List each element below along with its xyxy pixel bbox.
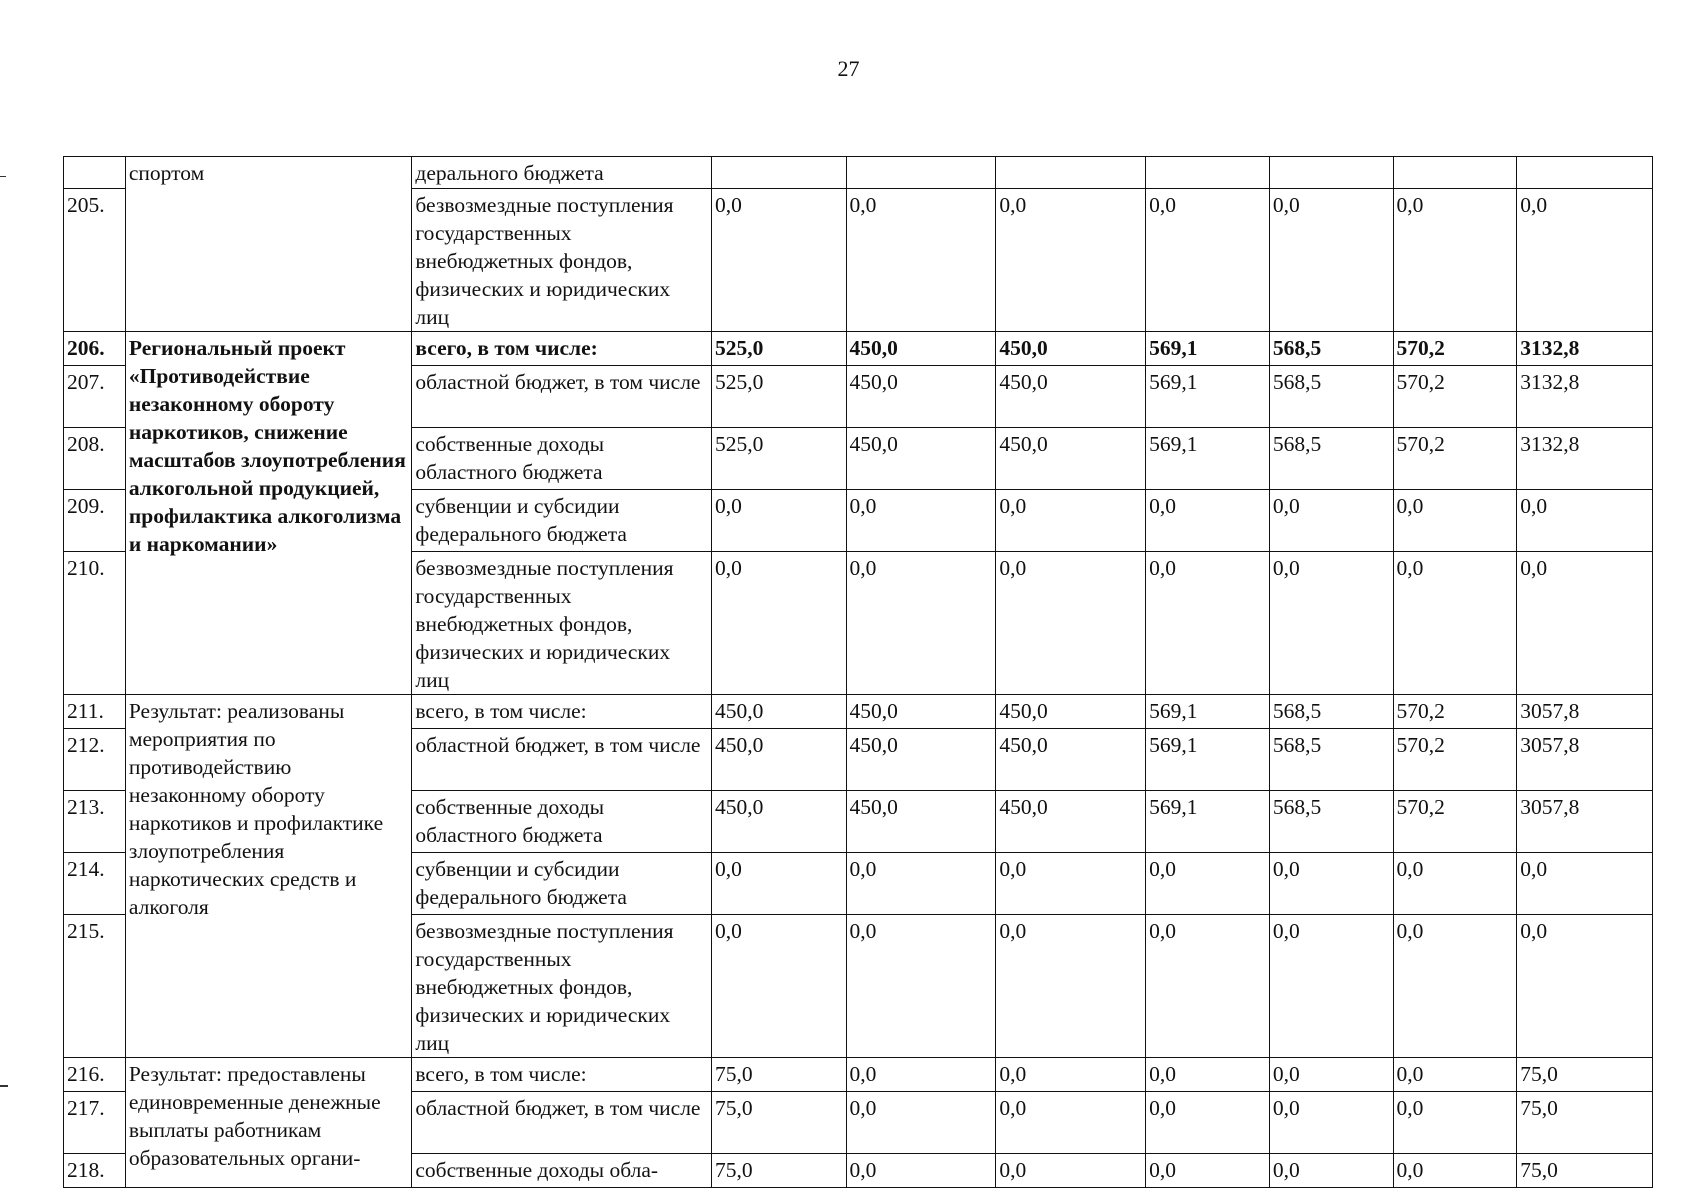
value-cell: 450,0 <box>711 791 846 853</box>
value-cell: 450,0 <box>846 428 996 490</box>
value-cell: 570,2 <box>1393 791 1517 853</box>
value-cell: 0,0 <box>846 189 996 332</box>
value-cell <box>996 157 1146 189</box>
value-cell: 450,0 <box>711 695 846 729</box>
value-cell: 0,0 <box>1393 189 1517 332</box>
value-cell: 0,0 <box>1517 189 1653 332</box>
value-cell: 3132,8 <box>1517 366 1653 428</box>
funding-source-cell: собственные доходы областного бюджета <box>412 791 712 853</box>
row-number <box>64 157 126 189</box>
value-cell: 75,0 <box>711 1058 846 1092</box>
value-cell: 0,0 <box>1517 915 1653 1058</box>
value-cell: 0,0 <box>1269 189 1393 332</box>
value-cell: 0,0 <box>1393 490 1517 552</box>
value-cell: 450,0 <box>846 729 996 791</box>
value-cell: 75,0 <box>1517 1092 1653 1154</box>
value-cell: 0,0 <box>996 490 1146 552</box>
value-cell <box>1146 157 1270 189</box>
value-cell: 450,0 <box>846 695 996 729</box>
value-cell: 0,0 <box>996 915 1146 1058</box>
table-row <box>64 157 1653 189</box>
value-cell: 0,0 <box>1517 853 1653 915</box>
value-cell: 0,0 <box>846 853 996 915</box>
value-cell <box>1269 157 1393 189</box>
value-cell: 75,0 <box>711 1154 846 1188</box>
funding-source-cell: субвенции и субсидии федерального бюджета <box>412 490 712 552</box>
row-number: 205. <box>64 189 126 332</box>
row-number: 215. <box>64 915 126 1058</box>
category-cell: Результат: реализованы мероприятия по противодействию незаконному обороту наркотиков и профилактике злоупотребления наркотических средств и алкоголя <box>125 695 412 1058</box>
funding-source-cell: собственные доходы областного бюджета <box>412 428 712 490</box>
value-cell: 450,0 <box>996 791 1146 853</box>
value-cell: 570,2 <box>1393 729 1517 791</box>
value-cell: 450,0 <box>846 791 996 853</box>
value-cell: 0,0 <box>1269 1058 1393 1092</box>
value-cell: 570,2 <box>1393 366 1517 428</box>
funding-source-cell: безвозмездные поступления государственных внебюджетных фондов, физических и юридических лиц <box>412 915 712 1058</box>
value-cell: 569,1 <box>1146 428 1270 490</box>
row-number: 211. <box>64 695 126 729</box>
value-cell <box>1393 157 1517 189</box>
funding-source-cell: собственные доходы обла- <box>412 1154 712 1188</box>
value-cell: 450,0 <box>996 332 1146 366</box>
value-cell: 3057,8 <box>1517 695 1653 729</box>
value-cell: 0,0 <box>1269 1092 1393 1154</box>
value-cell: 0,0 <box>1269 853 1393 915</box>
value-cell: 75,0 <box>1517 1058 1653 1092</box>
value-cell: 569,1 <box>1146 332 1270 366</box>
row-number: 213. <box>64 791 126 853</box>
value-cell: 0,0 <box>711 853 846 915</box>
value-cell: 450,0 <box>996 428 1146 490</box>
value-cell: 568,5 <box>1269 428 1393 490</box>
value-cell: 0,0 <box>711 552 846 695</box>
value-cell: 0,0 <box>1393 1154 1517 1188</box>
value-cell: 0,0 <box>711 189 846 332</box>
value-cell: 450,0 <box>846 332 996 366</box>
value-cell: 450,0 <box>996 695 1146 729</box>
value-cell: 568,5 <box>1269 366 1393 428</box>
funding-source-cell: безвозмездные поступления государственных внебюджетных фондов, физических и юридических лиц <box>412 552 712 695</box>
value-cell: 525,0 <box>711 428 846 490</box>
value-cell: 450,0 <box>711 729 846 791</box>
value-cell: 0,0 <box>996 853 1146 915</box>
value-cell: 568,5 <box>1269 729 1393 791</box>
value-cell: 0,0 <box>1393 552 1517 695</box>
value-cell: 3132,8 <box>1517 428 1653 490</box>
funding-source-cell: всего, в том числе: <box>412 1058 712 1092</box>
value-cell: 570,2 <box>1393 428 1517 490</box>
value-cell: 0,0 <box>846 552 996 695</box>
value-cell: 569,1 <box>1146 729 1270 791</box>
value-cell: 570,2 <box>1393 332 1517 366</box>
funding-source-cell: всего, в том числе: <box>412 332 712 366</box>
value-cell: 0,0 <box>1146 189 1270 332</box>
funding-source-cell: дерального бюджета <box>412 157 712 189</box>
value-cell: 0,0 <box>1146 1154 1270 1188</box>
category-cell: Региональный проект «Противодействие незаконному обороту наркотиков, снижение масштабов злоупотребления алкогольной продукцией, профилактика алкоголизма и наркомании» <box>125 332 412 695</box>
value-cell: 0,0 <box>1269 552 1393 695</box>
value-cell: 0,0 <box>996 189 1146 332</box>
funding-source-cell: субвенции и субсидии федерального бюджета <box>412 853 712 915</box>
value-cell: 0,0 <box>711 490 846 552</box>
page-number: 27 <box>837 56 860 81</box>
budget-table <box>63 156 1653 1188</box>
value-cell: 0,0 <box>1269 915 1393 1058</box>
value-cell: 569,1 <box>1146 366 1270 428</box>
category-cell: спортом <box>125 157 412 332</box>
scan-mark <box>0 176 6 177</box>
value-cell: 0,0 <box>1146 915 1270 1058</box>
value-cell: 569,1 <box>1146 695 1270 729</box>
value-cell: 0,0 <box>996 1092 1146 1154</box>
value-cell <box>1517 157 1653 189</box>
row-number: 214. <box>64 853 126 915</box>
row-number: 209. <box>64 490 126 552</box>
value-cell: 569,1 <box>1146 791 1270 853</box>
table-row <box>64 695 1653 729</box>
value-cell: 0,0 <box>1269 1154 1393 1188</box>
row-number: 217. <box>64 1092 126 1154</box>
value-cell: 0,0 <box>996 1058 1146 1092</box>
value-cell: 0,0 <box>1517 490 1653 552</box>
value-cell: 0,0 <box>846 1092 996 1154</box>
value-cell: 0,0 <box>1393 1092 1517 1154</box>
value-cell: 0,0 <box>846 1154 996 1188</box>
row-number: 210. <box>64 552 126 695</box>
row-number: 212. <box>64 729 126 791</box>
value-cell: 0,0 <box>1146 490 1270 552</box>
value-cell: 75,0 <box>1517 1154 1653 1188</box>
funding-source-cell: областной бюджет, в том числе <box>412 729 712 791</box>
value-cell: 525,0 <box>711 332 846 366</box>
value-cell: 450,0 <box>846 366 996 428</box>
category-cell: Результат: предоставлены единовременные денежные выплаты работникам образовательных органи- <box>125 1058 412 1188</box>
value-cell: 0,0 <box>996 1154 1146 1188</box>
value-cell: 450,0 <box>996 729 1146 791</box>
value-cell: 0,0 <box>1393 853 1517 915</box>
value-cell: 0,0 <box>1146 1092 1270 1154</box>
scan-mark <box>0 1085 8 1087</box>
value-cell: 0,0 <box>846 1058 996 1092</box>
funding-source-cell: областной бюджет, в том числе <box>412 1092 712 1154</box>
value-cell: 525,0 <box>711 366 846 428</box>
table-row <box>64 1058 1653 1092</box>
value-cell: 0,0 <box>1517 552 1653 695</box>
funding-source-cell: всего, в том числе: <box>412 695 712 729</box>
value-cell: 568,5 <box>1269 695 1393 729</box>
value-cell: 0,0 <box>1146 552 1270 695</box>
value-cell: 75,0 <box>711 1092 846 1154</box>
row-number: 208. <box>64 428 126 490</box>
value-cell: 0,0 <box>846 490 996 552</box>
value-cell: 0,0 <box>711 915 846 1058</box>
value-cell: 0,0 <box>1269 490 1393 552</box>
row-number: 206. <box>64 332 126 366</box>
value-cell <box>711 157 846 189</box>
value-cell: 450,0 <box>996 366 1146 428</box>
row-number: 218. <box>64 1154 126 1188</box>
value-cell: 0,0 <box>1393 915 1517 1058</box>
value-cell: 568,5 <box>1269 791 1393 853</box>
value-cell: 0,0 <box>1393 1058 1517 1092</box>
funding-source-cell: безвозмездные поступления государственных внебюджетных фондов, физических и юридических лиц <box>412 189 712 332</box>
value-cell: 0,0 <box>996 552 1146 695</box>
value-cell: 0,0 <box>1146 853 1270 915</box>
value-cell: 570,2 <box>1393 695 1517 729</box>
value-cell <box>846 157 996 189</box>
table-row <box>64 332 1653 366</box>
row-number: 207. <box>64 366 126 428</box>
row-number: 216. <box>64 1058 126 1092</box>
value-cell: 3132,8 <box>1517 332 1653 366</box>
value-cell: 3057,8 <box>1517 791 1653 853</box>
funding-source-cell: областной бюджет, в том числе <box>412 366 712 428</box>
value-cell: 3057,8 <box>1517 729 1653 791</box>
value-cell: 0,0 <box>846 915 996 1058</box>
value-cell: 568,5 <box>1269 332 1393 366</box>
value-cell: 0,0 <box>1146 1058 1270 1092</box>
